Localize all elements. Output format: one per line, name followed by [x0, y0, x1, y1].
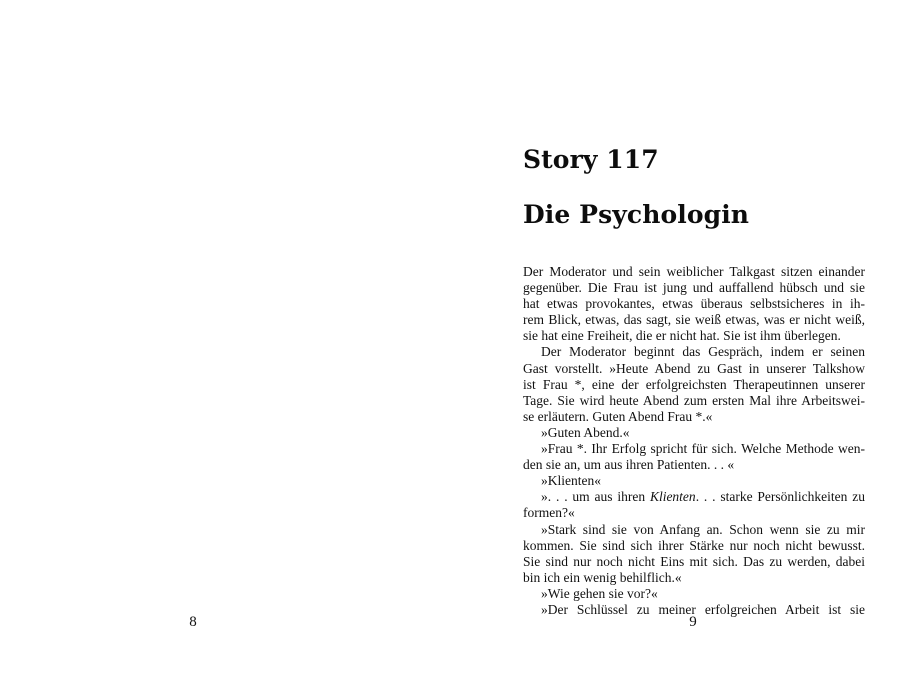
- text-line: »Frau *. Ihr Erfolg spricht für sich. Welche Methode wen-: [541, 441, 865, 457]
- text-line: rem Blick, etwas, das sagt, sie weiß etwas, was er nicht weiß,: [523, 312, 865, 328]
- text-line: sie hat eine Freiheit, die er nicht hat. Sie ist ihm überlegen.: [523, 328, 841, 344]
- text-line: ist Frau *, eine der erfolgreichsten Therapeutinnen unserer: [523, 376, 865, 392]
- text-line: »Guten Abend.«: [541, 424, 630, 440]
- text-line: gegenüber. Die Frau ist jung und auffallend hübsch und sie: [523, 280, 865, 296]
- text-line: »Wie gehen sie vor?«: [541, 585, 658, 601]
- text-line: den sie an, um aus ihren Patienten. . . «: [523, 457, 735, 473]
- story-title-heading: Die Psychologin: [523, 200, 750, 229]
- text-line: hat etwas provokantes, etwas überaus selbstsicheres in ih-: [523, 296, 865, 312]
- emphasized-word: Klienten: [649, 489, 696, 505]
- text-line: »Klienten«: [541, 473, 601, 489]
- text-line: [523, 489, 865, 505]
- text-line: Tage. Sie wird heute Abend zum ersten Mal ihre Arbeitswei-: [523, 392, 865, 408]
- text-segment: ». . . um aus ihren: [541, 489, 650, 505]
- text-line: »Der Schlüssel zu meiner erfolgreichen Arbeit ist sie: [541, 601, 865, 617]
- page-number-left: 8: [189, 614, 197, 630]
- page-number-right: 9: [689, 614, 697, 630]
- text-line: bin ich ein wenig behilflich.«: [523, 569, 682, 585]
- text-line: kommen. Sie sind sich ihrer Stärke nur noch nicht bewusst.: [523, 537, 865, 553]
- text-line: Der Moderator beginnt das Gespräch, indem er seinen: [541, 344, 865, 360]
- text-line: »Stark sind sie von Anfang an. Schon wenn sie zu mir: [541, 521, 865, 537]
- right-page: [450, 0, 900, 676]
- text-line: Sie sind nur noch nicht Eins mit sich. Das zu werden, dabei: [523, 553, 865, 569]
- text-segment: . . . starke Persönlichkeiten zu: [695, 489, 865, 505]
- text-line: Gast vorstellt. »Heute Abend zu Gast in unserer Talkshow: [523, 360, 865, 376]
- story-body-text: [523, 264, 865, 618]
- text-line: Der Moderator und sein weiblicher Talkgast sitzen einander: [523, 264, 865, 279]
- story-number-heading: Story 117: [523, 145, 659, 174]
- text-line: formen?«: [523, 505, 575, 521]
- text-line: se erläutern. Guten Abend Frau *.«: [523, 408, 713, 424]
